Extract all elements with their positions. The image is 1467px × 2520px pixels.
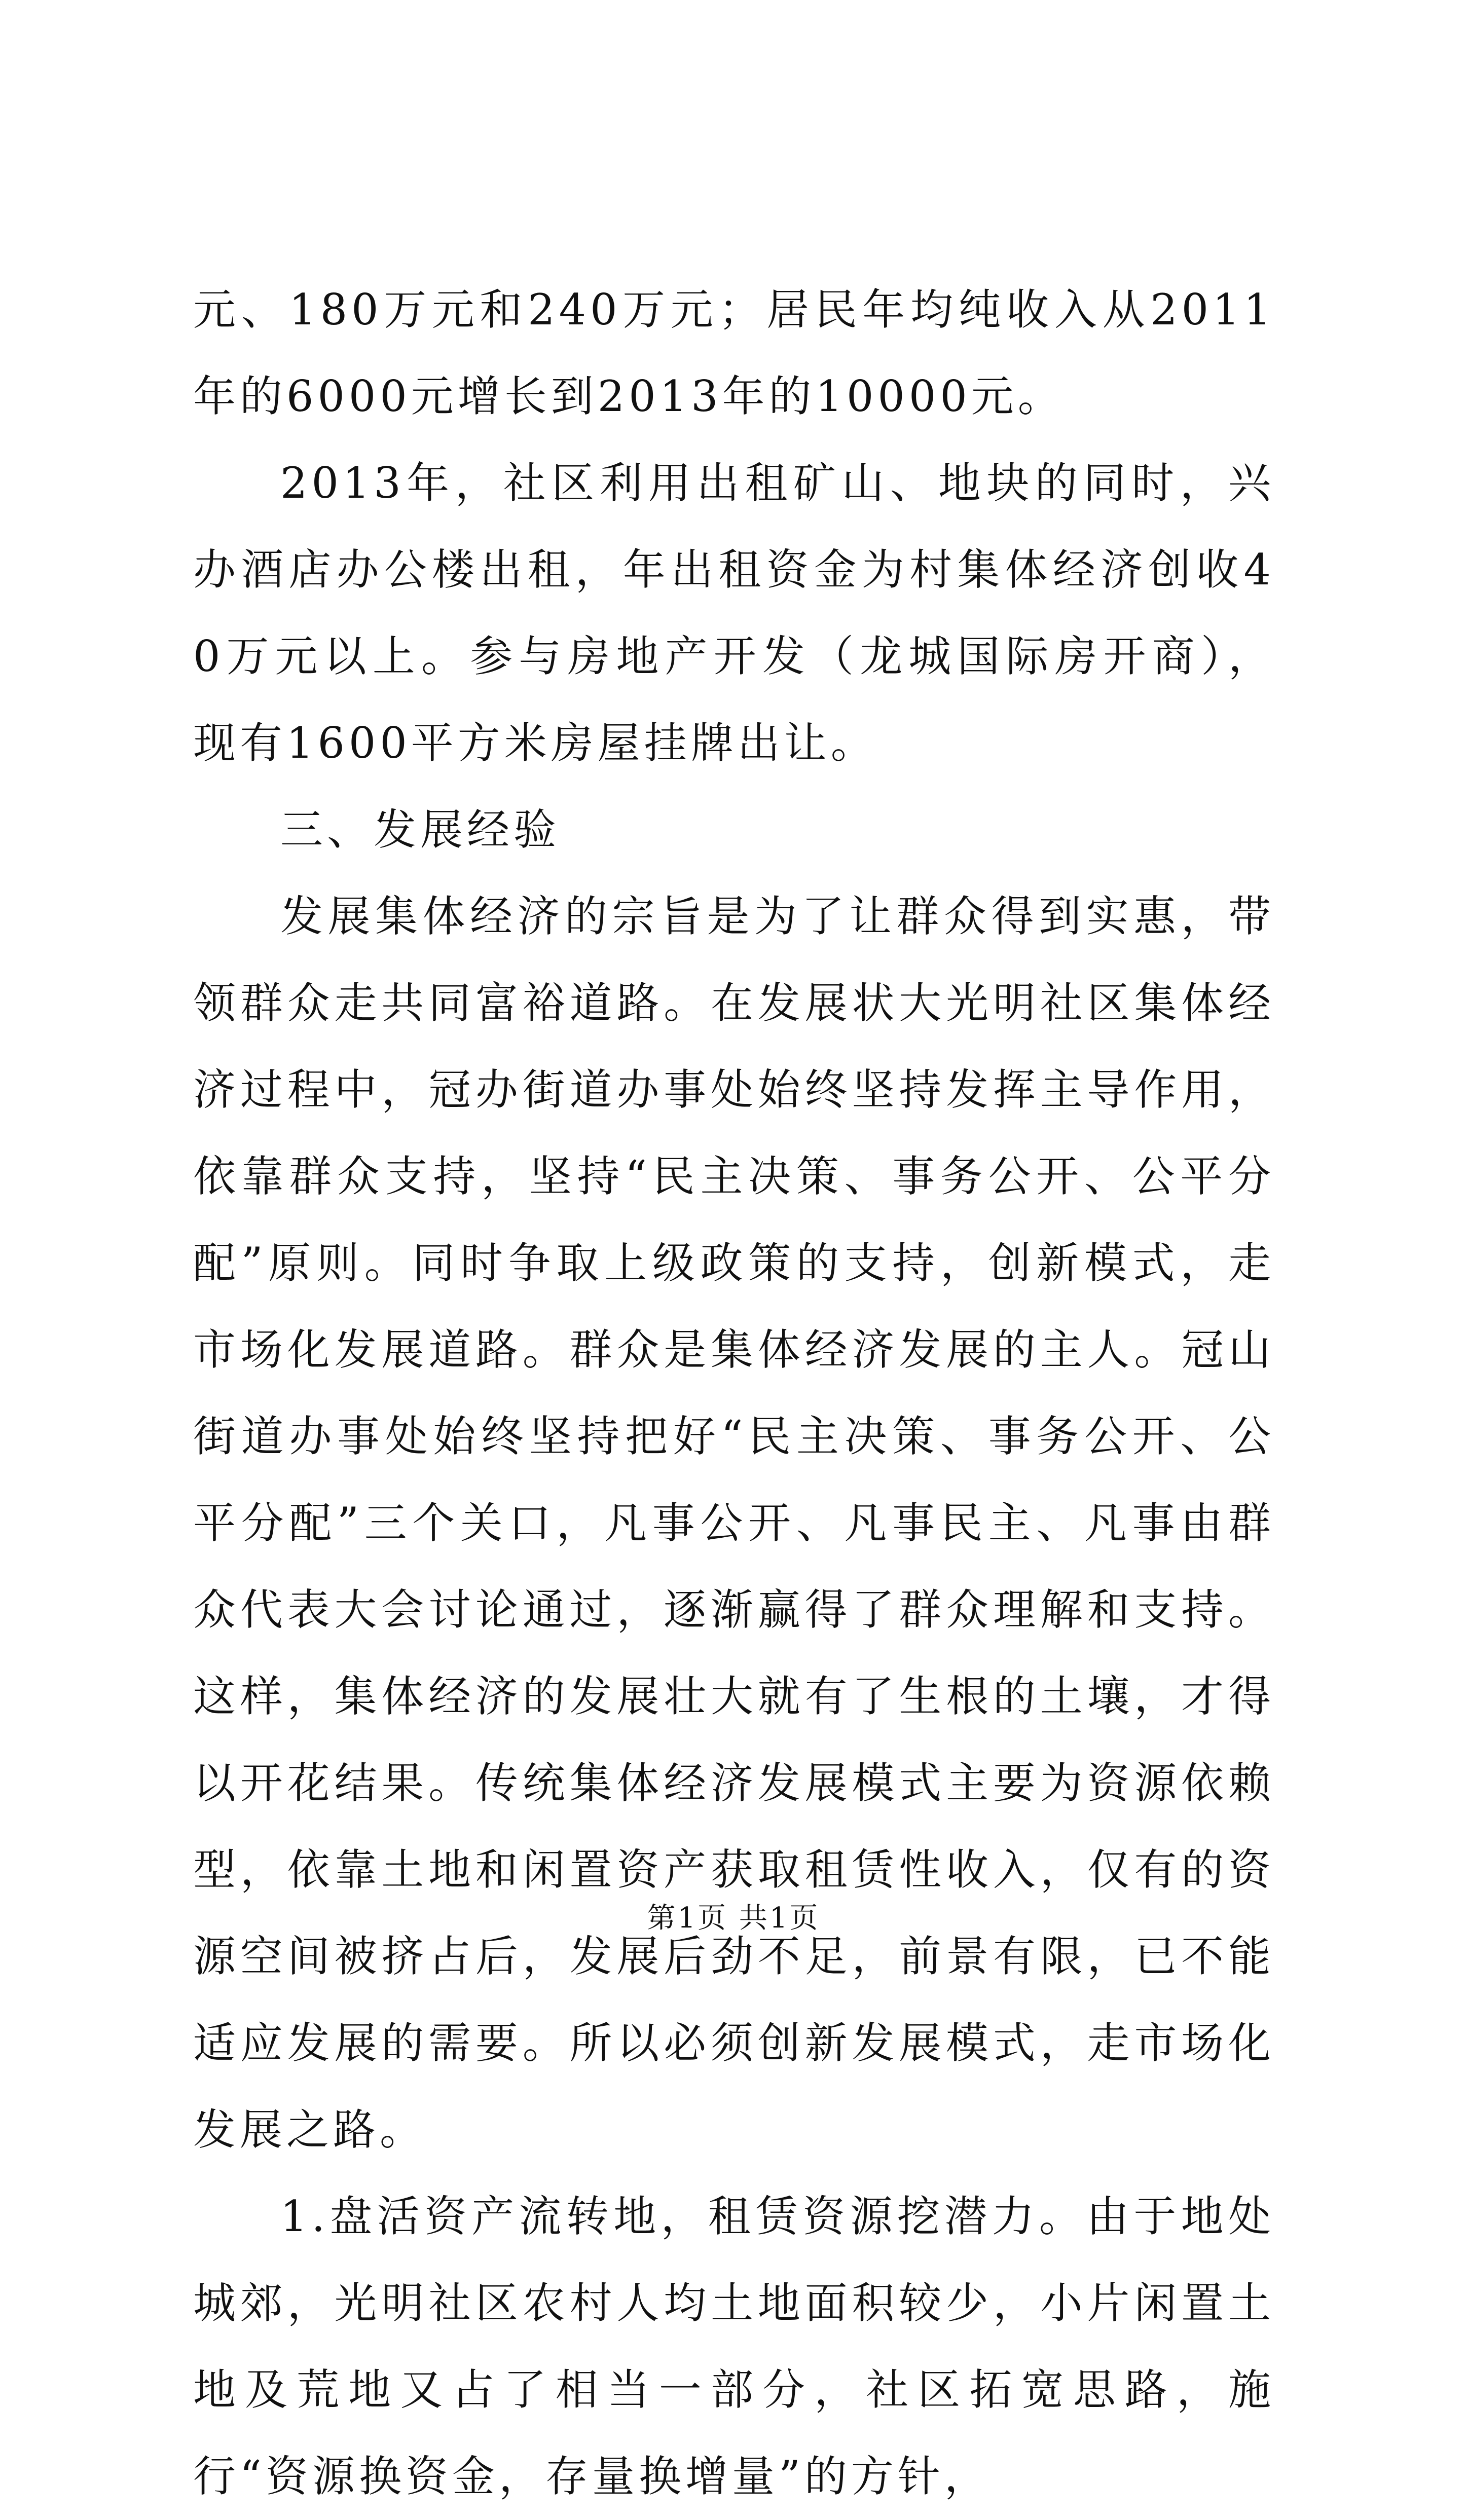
paragraph-4: 1.盘活资产流转地，租赁资源挖潜力。由于地处城郊，光明社区农村人均土地面积较少，小片闲置土地及荒地又占了相当一部分，社区拓宽思路，施行“资源换资金，存量换增量”的方针， (193, 2192, 1275, 2501)
document-body (193, 267, 1275, 2520)
paragraph-2: 2013年，社区利用出租矿山、地块的同时，兴办酒店办公楼出租，年出租资金为村集体经济创收40万元以上。参与房地产开发（龙城国际房开商），现有1600平方米房屋挂牌出让。 (193, 458, 1275, 768)
paragraph-3: 发展集体经济的宗旨是为了让群众得到实惠，带领群众走共同富裕道路。在发展状大光明社区集体经济过程中，冠办街道办事处始终坚持发挥主导作用，依靠群众支持，坚持“民主决策、事务公开、公平分配”原则。同时争取上级政策的支持，创新模式，走市场化发展道路。群众是集体经济发展的主人。冠山街道办事处始终坚持把好“民主决策、事务公开、公平分配”三个关口，凡事公开、凡事民主、凡事由群众代表大会讨论通过，逐渐赢得了群众理解和支持。这样，集体经济的发展壮大就有了生根的土壤，才得以开花结果。传统集体经济发展模式主要为资源依赖型，依靠土地和闲置资产获取租赁性收入，仅有的资源空间被挤占后，发展后劲不足，前景有限，已不能适应发展的需要。所以必须创新发展模式，走市场化发展之路。 (193, 892, 1275, 2155)
page-footer: 第1页 共1页 (647, 1902, 820, 1935)
paragraph-1: 元、180万元和240万元；居民年均纯收入从2011年的6000元增长到2013年的10000元。 (193, 285, 1275, 421)
section-heading: 三、发展经验 (280, 805, 561, 855)
